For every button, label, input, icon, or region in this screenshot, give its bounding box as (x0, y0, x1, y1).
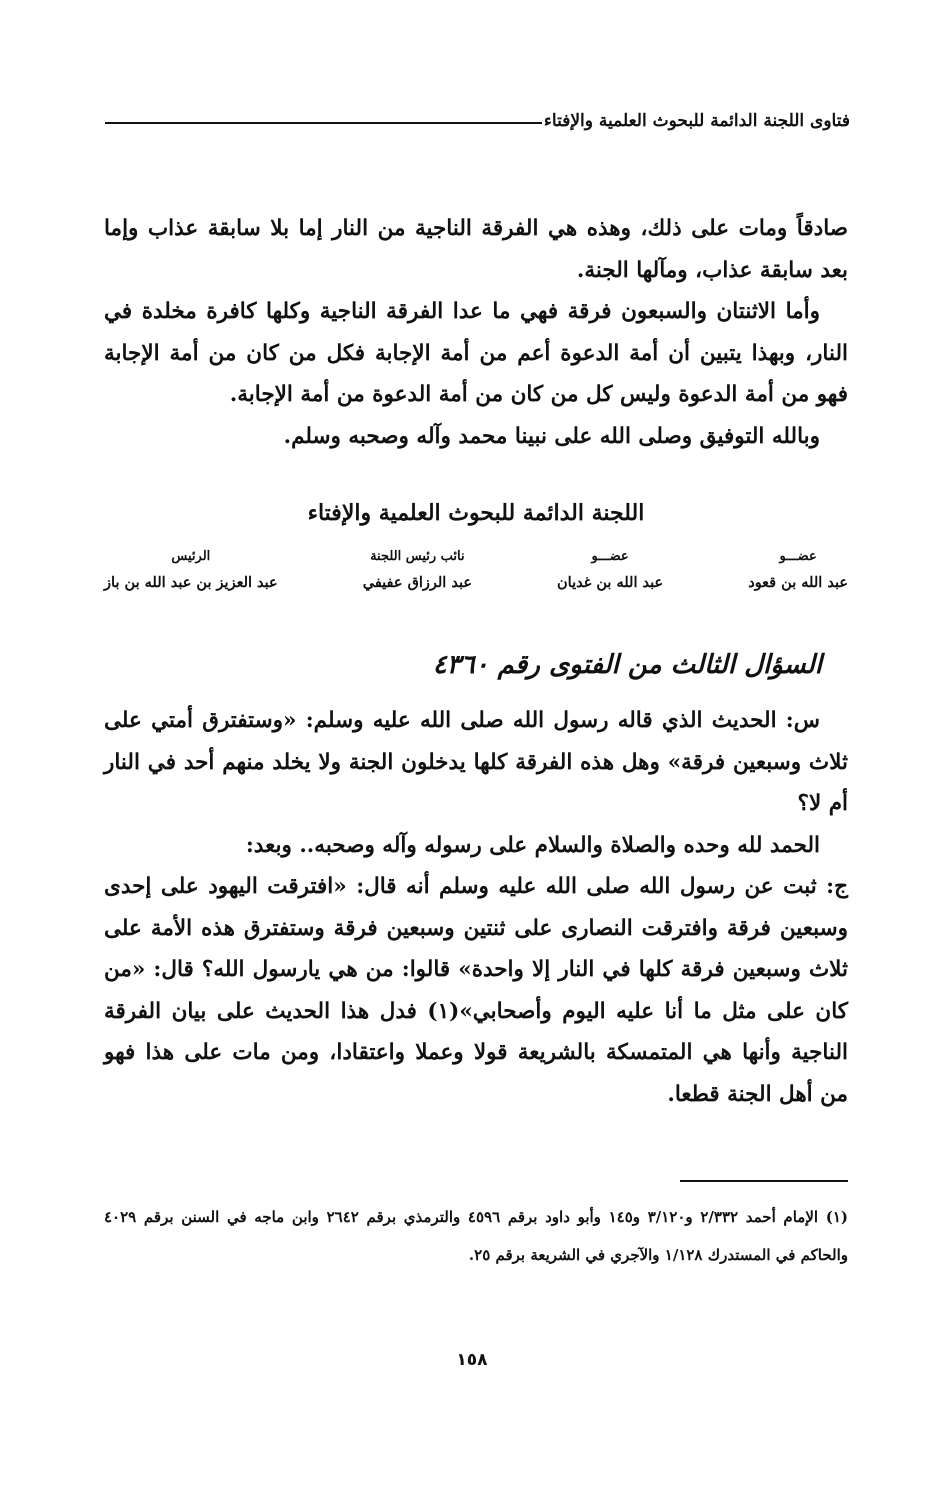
signatories (104, 546, 848, 598)
signatory-name: عبد الله بن غديان (557, 574, 664, 591)
signatory (748, 546, 848, 598)
paragraph: وبالله التوفيق وصلى الله على نبينا محمد وآله وصحبه وسلم. (283, 423, 820, 449)
signatory-role: عضـــو (779, 549, 817, 564)
header-rule (105, 122, 542, 124)
footnote: (١) الإمام أحمد ٢/٣٣٢ و٣/١٢٠ و١٤٥ وأبو داود برقم ٤٥٩٦ والترمذي برقم ٢٦٤٢ وابن ماجه في السنن برقم ٤٠٢٩ والحاكم في المستدرك ١/١٢٨ والآجري في الشريعة برقم ٢٥. (104, 1208, 848, 1264)
header-title: فتاوى اللجنة الدائمة للبحوث العلمية والإفتاء (543, 111, 850, 131)
running-header (105, 95, 850, 131)
signatory-role: نائب رئيس اللجنة (370, 549, 465, 564)
greeting-paragraph: الحمد لله وحده والصلاة والسلام على رسوله وآله وصحبه.. وبعد: (245, 832, 820, 858)
answer-paragraph: ج: ثبت عن رسول الله صلى الله عليه وسلم أنه قال: «افترقت اليهود على إحدى وسبعين فرقة وافترقت النصارى على ثنتين وسبعين فرقة وستفترق هذه الأمة على ثلاث وسبعين فرقة كلها في النار إلا واحدة» قالوا: من هي يارسول الله؟ قال: «من كان على مثل ما أنا عليه اليوم وأصحابي»(١) فدل هذا الحديث على بيان الفرقة الناجية وأنها هي المتمسكة بالشريعة قولا وعملا واعتقادا، ومن مات على هذا فهو من أهل الجنة قطعا. (104, 874, 848, 1107)
signatory (363, 546, 472, 598)
signatory-role: الرئيس (171, 549, 211, 564)
answer-conclusion (104, 208, 848, 457)
signatory-name: عبد الرزاق عفيفي (362, 574, 472, 591)
signatory (104, 546, 278, 598)
signatory-name: عبد الله بن قعود (748, 574, 848, 591)
signatory-role: عضـــو (591, 549, 629, 564)
question-title: السؤال الثالث من الفتوى رقم ٤٣٦٠ (432, 650, 822, 680)
page-number: ١٥٨ (456, 1350, 488, 1370)
question-paragraph: س: الحديث الذي قاله رسول الله صلى الله عليه وسلم: «وستفترق أمتي على ثلاث وسبعين فرقة» وهل هذه الفرقة كلها يدخلون الجنة ولا يخلد منهم أحد في النار أم لا؟ (104, 708, 848, 816)
footnote-rule (680, 1180, 848, 1182)
paragraph: وأما الاثنتان والسبعون فرقة فهي ما عدا الفرقة الناجية وكلها كافرة مخلدة في النار، وبهذا يتبين أن أمة الدعوة أعم من أمة الإجابة فكل من كان من أمة الإجابة فهو من أمة الدعوة وليس كل من كان من أمة الدعوة من أمة الإجابة. (104, 299, 848, 407)
paragraph: صادقاً ومات على ذلك، وهذه هي الفرقة الناجية من النار إما بلا سابقة عذاب وإما بعد سابقة عذاب، ومآلها الجنة. (104, 216, 848, 283)
footnotes (104, 1198, 848, 1274)
signatory-name: عبد العزيز بن عبد الله بن باز (104, 574, 278, 591)
committee-title: اللجنة الدائمة للبحوث العلمية والإفتاء (307, 500, 645, 526)
question-body (104, 700, 848, 1115)
signatory (557, 546, 663, 598)
